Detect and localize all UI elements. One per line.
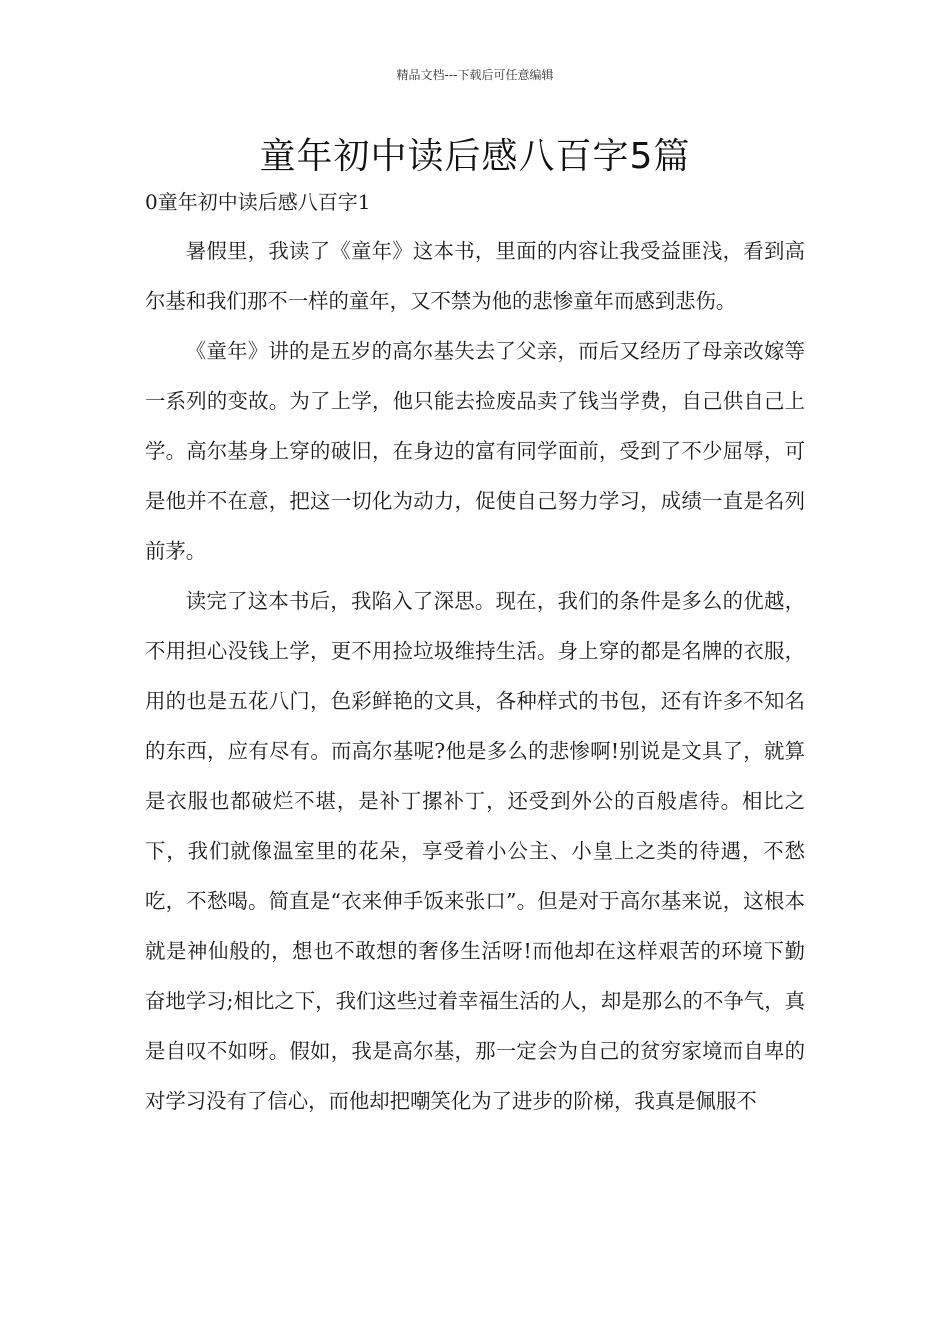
paragraph-1: 暑假里，我读了《童年》这本书，里面的内容让我受益匪浅，看到高尔基和我们那不一样的童年，又不禁为他的悲惨童年而感到悲伤。 xyxy=(145,239,805,313)
paragraph-2: 《童年》讲的是五岁的高尔基失去了父亲，而后又经历了母亲改嫁等一系列的变故。为了上学，他只能去捡废品卖了钱当学费，自己供自己上学。高尔基身上穿的破旧，在身边的富有同学面前，受到了不少屈辱，可是他并不在意，把这一切化为动力，促使自己努力学习，成绩一直是名列前茅。 xyxy=(145,339,805,563)
section-heading: 0童年初中读后感八百字1 xyxy=(145,190,371,214)
document-title: 童年初中读后感八百字5篇 xyxy=(259,136,691,177)
paragraph-3: 读完了这本书后，我陷入了深思。现在，我们的条件是多么的优越，不用担心没钱上学，更不用捡垃圾维持生活。身上穿的都是名牌的衣服，用的也是五花八门，色彩鲜艳的文具，各种样式的书包，还有许多不知名的东西，应有尽有。而高尔基呢?他是多么的悲惨啊!别说是文具了，就算是衣服也都破烂不堪，是补丁摞补丁，还受到外公的百般虐待。相比之下，我们就像温室里的花朵，享受着小公主、小皇上之类的待遇，不愁吃，不愁喝。简直是“衣来伸手饭来张口”。但是对于高尔基来说，这根本就是神仙般的，想也不敢想的奢侈生活呀!而他却在这样艰苦的环境下勤奋地学习;相比之下，我们这些过着幸福生活的人，却是那么的不争气，真是自叹不如呀。假如，我是高尔基，那一定会为自己的贫穷家境而自卑的对学习没有了信心，而他却把嘲笑化为了进步的阶梯，我真是佩服不 xyxy=(145,589,805,1113)
page-header-note: 精品文档---下载后可任意编辑 xyxy=(396,68,554,82)
document-body xyxy=(145,226,805,1126)
